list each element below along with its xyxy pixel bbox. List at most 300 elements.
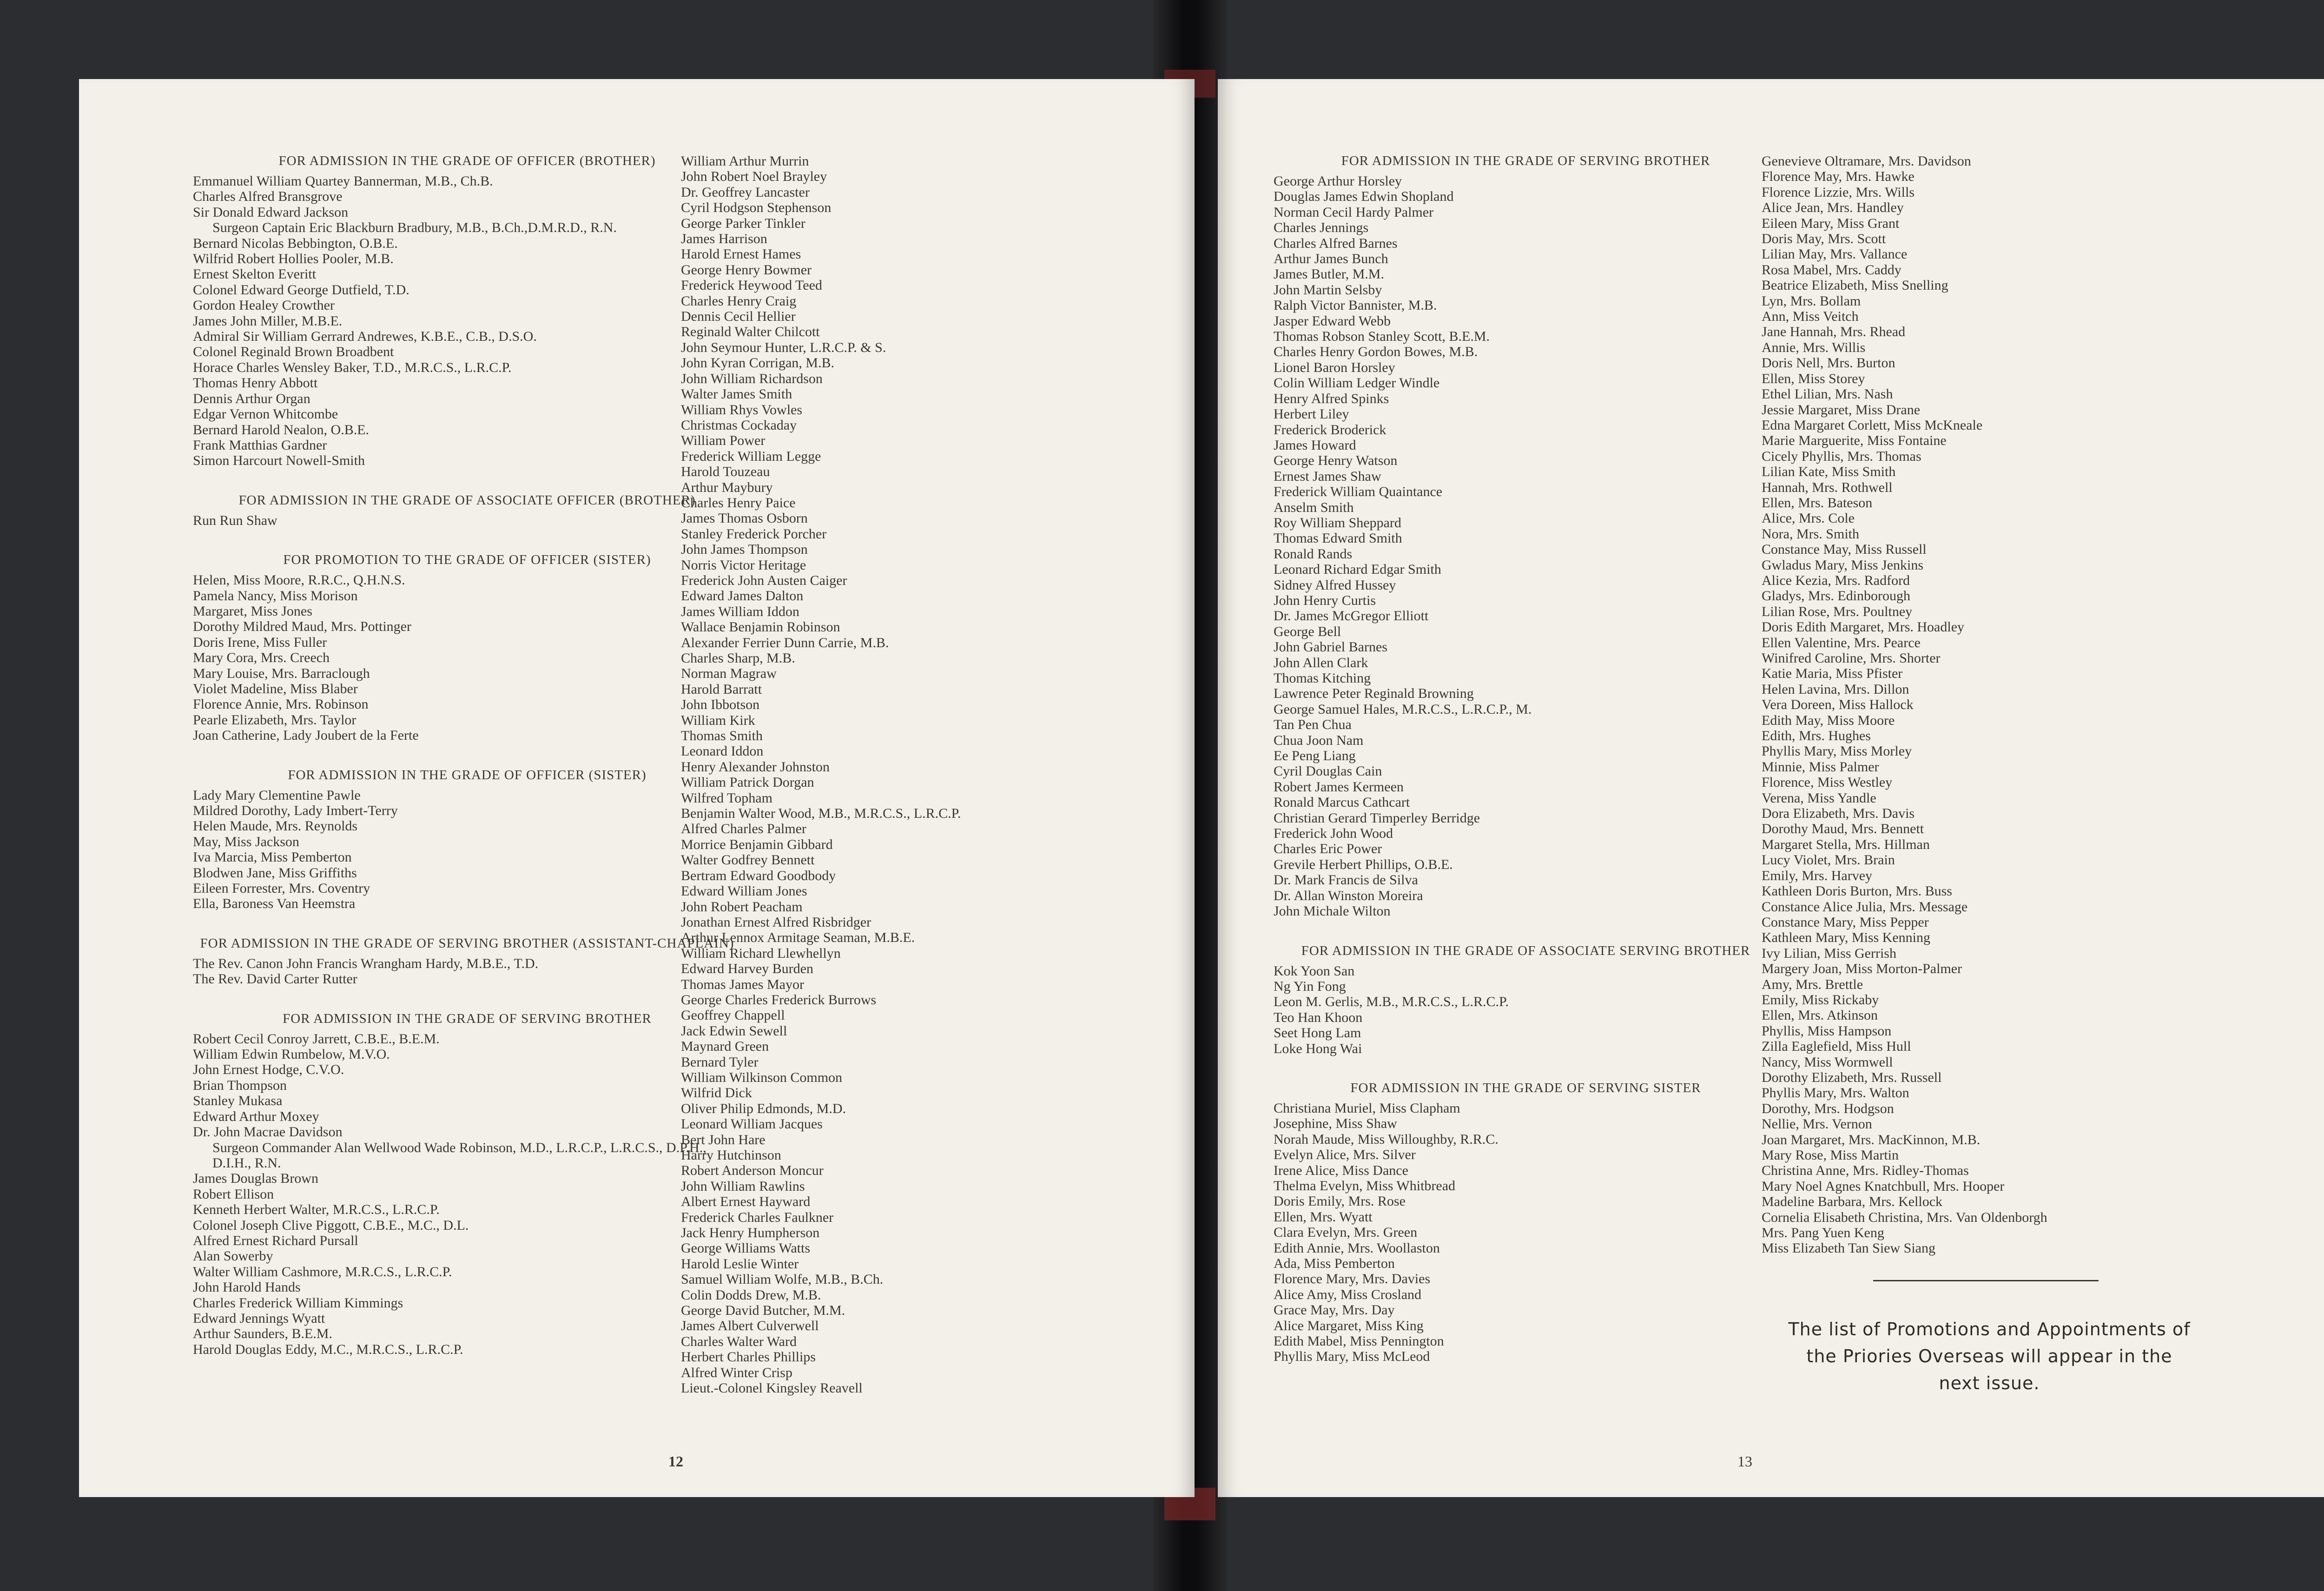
list-item: James Douglas Brown [193, 1171, 318, 1187]
list-item: The Rev. David Carter Rutter [193, 971, 357, 987]
list-item: Madeline Barbara, Mrs. Kellock [1762, 1194, 1943, 1210]
list-item: Phyllis Mary, Mrs. Walton [1762, 1085, 1909, 1101]
left-column-1 [193, 153, 741, 1357]
list-item: Mary Noel Agnes Knatchbull, Mrs. Hooper [1762, 1178, 2005, 1194]
list-item: Florence May, Mrs. Hawke [1762, 169, 1915, 185]
list-item: Kenneth Herbert Walter, M.R.C.S., L.R.C.P. [193, 1202, 440, 1218]
list-item: Harold Barratt [681, 681, 762, 697]
list-item: Charles Henry Gordon Bowes, M.B. [1274, 344, 1478, 360]
list-item: Douglas James Edwin Shopland [1274, 189, 1454, 205]
list-item: Jane Hannah, Mrs. Rhead [1762, 324, 1906, 340]
list-item: Robert Anderson Moncur [681, 1163, 824, 1179]
list-item: Ethel Lilian, Mrs. Nash [1762, 386, 1893, 402]
list-item: George Charles Frederick Burrows [681, 992, 877, 1008]
list-item: William Rhys Vowles [681, 402, 803, 418]
list-item: Zilla Eaglefield, Miss Hull [1762, 1039, 1911, 1054]
list-item: Blodwen Jane, Miss Griffiths [193, 865, 357, 881]
list-item: Doris Edith Margaret, Mrs. Hoadley [1762, 619, 1965, 635]
list-item: Colonel Edward George Dutfield, T.D. [193, 282, 409, 298]
list-item: Bernard Harold Nealon, O.B.E. [193, 422, 370, 438]
list-item: Frederick John Austen Caiger [681, 572, 847, 588]
list-item: Christina Anne, Mrs. Ridley-Thomas [1762, 1163, 1969, 1179]
list-item: John Kyran Corrigan, M.B. [681, 355, 834, 371]
list-item: Ralph Victor Bannister, M.B. [1274, 298, 1437, 313]
list-item: Ellen, Miss Storey [1762, 371, 1865, 386]
list-item: Hannah, Mrs. Rothwell [1762, 479, 1893, 495]
list-item: Iva Marcia, Miss Pemberton [193, 849, 352, 865]
list-item: Genevieve Oltramare, Mrs. Davidson [1762, 153, 1971, 169]
list-item: Edith May, Miss Moore [1762, 712, 1895, 728]
list-item: Edward Harvey Burden [681, 961, 813, 977]
list-item: William Power [681, 433, 766, 449]
list-item: Wilfrid Dick [681, 1085, 752, 1101]
list-item: Reginald Walter Chilcott [681, 324, 820, 340]
list-item: Eileen Forrester, Mrs. Coventry [193, 881, 370, 896]
list-item: Lilian May, Mrs. Vallance [1762, 246, 1908, 262]
list-item: Lilian Kate, Miss Smith [1762, 464, 1896, 480]
list-item: Thelma Evelyn, Miss Whitbread [1274, 1178, 1456, 1193]
list-item: Edward Jennings Wyatt [193, 1310, 325, 1326]
list-item: Walter William Cashmore, M.R.C.S., L.R.C.P. [193, 1264, 452, 1279]
list-item: Minnie, Miss Palmer [1762, 759, 1879, 775]
list-item: John Ibbotson [681, 697, 760, 713]
list-item: Lucy Violet, Mrs. Brain [1762, 852, 1895, 868]
list-item: Dennis Arthur Organ [193, 391, 310, 406]
list-item: Stanley Frederick Porcher [681, 526, 827, 542]
list-item: Dr. Mark Francis de Silva [1274, 872, 1418, 888]
list-item: Wilfred Topham [681, 790, 772, 806]
list-item: John Seymour Hunter, L.R.C.P. & S. [681, 339, 886, 355]
list-item: Ronald Marcus Cathcart [1274, 795, 1410, 810]
list-item: Edith, Mrs. Hughes [1762, 728, 1871, 744]
list-item: Ann, Miss Veitch [1762, 309, 1859, 325]
list-item: John Ernest Hodge, C.V.O. [193, 1062, 344, 1078]
list-item: Harold Ernest Hames [681, 246, 801, 262]
list-item: Thomas Edward Smith [1274, 530, 1402, 546]
list-item: Bernard Nicolas Bebbington, O.B.E. [193, 235, 398, 251]
list-item: Joan Margaret, Mrs. MacKinnon, M.B. [1762, 1132, 1981, 1147]
list-item: Frank Matthias Gardner [193, 437, 327, 453]
list-item: Wallace Benjamin Robinson [681, 619, 840, 635]
list-item: Alice, Mrs. Cole [1762, 510, 1855, 526]
list-item: James Thomas Osborn [681, 510, 808, 526]
list-item: George Henry Watson [1274, 453, 1398, 469]
list-item: John James Thompson [681, 542, 808, 557]
list-item: Charles Frederick William Kimmings [193, 1295, 403, 1311]
list-item: Grace May, Mrs. Day [1274, 1302, 1395, 1318]
list-item: Christiana Muriel, Miss Clapham [1274, 1100, 1460, 1116]
list-item: Margaret, Miss Jones [193, 603, 312, 619]
list-item: Dr. John Macrae Davidson [193, 1124, 343, 1140]
list-item: John Harold Hands [193, 1279, 301, 1295]
list-item: Robert James Kermeen [1274, 779, 1404, 795]
list-item: Constance May, Miss Russell [1762, 542, 1927, 557]
list-item: Alfred Charles Palmer [681, 821, 806, 837]
list-item: Frederick John Wood [1274, 826, 1393, 842]
list-item: Thomas Robson Stanley Scott, B.E.M. [1274, 329, 1490, 345]
list-item: Jasper Edward Webb [1274, 313, 1391, 329]
list-item: Colonel Reginald Brown Broadbent [193, 344, 394, 360]
list-item: Bernard Tyler [681, 1054, 759, 1070]
list-item: Admiral Sir William Gerrard Andrewes, K.B.E., C.B., D.S.O. [193, 329, 537, 345]
list-item: James Butler, M.M. [1274, 266, 1384, 282]
list-item: Vera Doreen, Miss Hallock [1762, 697, 1914, 713]
list-item: Jessie Margaret, Miss Drane [1762, 402, 1921, 418]
list-item: Christian Gerard Timperley Berridge [1274, 810, 1480, 826]
list-item: Arthur Saunders, B.E.M. [193, 1326, 332, 1342]
list-item: Frederick William Quaintance [1274, 484, 1443, 500]
list-item: Dr. Geoffrey Lancaster [681, 184, 810, 200]
list-item: James Howard [1274, 437, 1356, 453]
list-item: Lilian Rose, Mrs. Poultney [1762, 603, 1913, 619]
list-item: Charles Walter Ward [681, 1333, 797, 1349]
list-item: Bert John Hare [681, 1132, 766, 1147]
list-item: Charles Jennings [1274, 220, 1369, 236]
page-13 [1218, 79, 2324, 1497]
list-item: Mary Rose, Miss Martin [1762, 1147, 1899, 1163]
list-item: Colin William Ledger Windle [1274, 375, 1440, 391]
list-item: Florence Lizzie, Mrs. Wills [1762, 184, 1915, 200]
overseas-notice: The list of Promotions and Appointments of the Priories Overseas will appear in the next issue. [1788, 1319, 2191, 1393]
list-item: Ernest Skelton Everitt [193, 266, 316, 282]
list-item: Alice Kezia, Mrs. Radford [1762, 572, 1910, 588]
list-item: Leonard Iddon [681, 743, 764, 759]
list-item: Thomas James Mayor [681, 976, 804, 992]
list-item: Walter Godfrey Bennett [681, 852, 815, 868]
list-item: Ellen Valentine, Mrs. Pearce [1762, 635, 1921, 650]
list-item: Thomas Smith [681, 728, 763, 744]
list-item: Brian Thompson [193, 1077, 287, 1093]
list-item: Charles Henry Paice [681, 495, 796, 510]
list-item: Ada, Miss Pemberton [1274, 1256, 1395, 1271]
list-item: Pamela Nancy, Miss Morison [193, 588, 358, 603]
list-item: Alexander Ferrier Dunn Carrie, M.B. [681, 635, 889, 650]
page-number-left: 12 [668, 1453, 683, 1470]
list-item: Roy William Sheppard [1274, 515, 1401, 530]
list-item: George Samuel Hales, M.R.C.S., L.R.C.P., M. [1274, 701, 1532, 717]
list-item: Doris Emily, Mrs. Rose [1274, 1193, 1406, 1209]
list-item: George Williams Watts [681, 1240, 811, 1256]
list-item: Charles Eric Power [1274, 841, 1382, 857]
section-heading: FOR ADMISSION IN THE GRADE OF SERVING SISTER [1350, 1080, 1701, 1095]
list-item: Norman Cecil Hardy Palmer [1274, 204, 1434, 220]
list-item: Wilfrid Robert Hollies Pooler, M.B. [193, 251, 394, 267]
list-item: Marie Marguerite, Miss Fontaine [1762, 433, 1947, 449]
list-item: Dennis Cecil Hellier [681, 309, 796, 325]
list-item: Surgeon Captain Eric Blackburn Bradbury, M.B., B.Ch.,D.M.R.D., R.N. [212, 220, 617, 236]
list-item: Clara Evelyn, Mrs. Green [1274, 1225, 1418, 1240]
list-item: Colin Dodds Drew, M.B. [681, 1287, 821, 1303]
list-item: Alice Amy, Miss Crosland [1274, 1286, 1422, 1302]
list-item: Chua Joon Nam [1274, 732, 1364, 748]
list-item: Margaret Stella, Mrs. Hillman [1762, 836, 1930, 852]
list-item: Annie, Mrs. Willis [1762, 339, 1866, 355]
list-item: Jonathan Ernest Alfred Risbridger [681, 914, 872, 930]
list-item: Doris Nell, Mrs. Burton [1762, 355, 1895, 371]
list-item: Ee Peng Liang [1274, 748, 1356, 764]
list-item: William Arthur Murrin [681, 153, 809, 169]
list-item: Dr. Allan Winston Moreira [1274, 888, 1423, 903]
list-item: Bertram Edward Goodbody [681, 868, 836, 883]
list-item: John Gabriel Barnes [1274, 639, 1387, 655]
list-item: Kathleen Mary, Miss Kenning [1762, 930, 1930, 946]
list-item: Cyril Hodgson Stephenson [681, 200, 832, 216]
list-item: Edward Arthur Moxey [193, 1108, 319, 1124]
list-item: Anselm Smith [1274, 499, 1354, 515]
list-item: The Rev. Canon John Francis Wrangham Hardy, M.B.E., T.D. [193, 955, 539, 971]
list-item: Phyllis Mary, Miss McLeod [1274, 1349, 1430, 1365]
list-item: Simon Harcourt Nowell-Smith [193, 453, 365, 469]
section-heading: FOR PROMOTION TO THE GRADE OF OFFICER (SISTER) [283, 552, 651, 568]
notice-divider [1873, 1280, 2099, 1281]
section-heading: FOR ADMISSION IN THE GRADE OF OFFICER (SISTER) [288, 767, 647, 782]
list-item: Surgeon Commander Alan Wellwood Wade Robinson, M.D., L.R.C.P., L.R.C.S., D.P.H., D.I.H., R.N. [212, 1140, 706, 1171]
list-item: Morrice Benjamin Gibbard [681, 836, 833, 852]
list-item: Charles Alfred Bransgrove [193, 189, 343, 205]
right-column-1 [1274, 153, 1778, 1365]
list-item: Christmas Cockaday [681, 417, 797, 433]
list-item: Teo Han Khoon [1274, 1009, 1363, 1025]
list-item: Mary Louise, Mrs. Barraclough [193, 665, 370, 681]
list-item: Florence, Miss Westley [1762, 775, 1893, 790]
list-item: Ella, Baroness Van Heemstra [193, 896, 356, 912]
list-item: Thomas Henry Abbott [193, 375, 318, 391]
list-item: Lawrence Peter Reginald Browning [1274, 686, 1474, 702]
list-item: Charles Alfred Barnes [1274, 235, 1398, 251]
list-item: Ronald Rands [1274, 546, 1353, 562]
list-item: Edgar Vernon Whitcombe [193, 406, 338, 422]
list-item: Dorothy Elizabeth, Mrs. Russell [1762, 1069, 1942, 1085]
list-item: Gwladus Mary, Miss Jenkins [1762, 557, 1924, 573]
list-item: Arthur James Bunch [1274, 251, 1388, 267]
list-item: Stanley Mukasa [193, 1093, 283, 1109]
section-heading: FOR ADMISSION IN THE GRADE OF ASSOCIATE SERVING BROTHER [1301, 943, 1750, 958]
list-item: Violet Madeline, Miss Blaber [193, 681, 358, 696]
section-heading: FOR ADMISSION IN THE GRADE OF ASSOCIATE OFFICER (BROTHER) [238, 492, 696, 508]
list-item: Dora Elizabeth, Mrs. Davis [1762, 806, 1915, 822]
list-item: William Kirk [681, 712, 755, 728]
list-item: Evelyn Alice, Mrs. Silver [1274, 1147, 1416, 1163]
list-item: Grevile Herbert Phillips, O.B.E. [1274, 856, 1453, 872]
list-item: William Richard Llewhellyn [681, 945, 841, 961]
list-item: Tan Pen Chua [1274, 717, 1352, 733]
list-item: James Albert Culverwell [681, 1318, 819, 1334]
list-item: George Arthur Horsley [1274, 173, 1402, 189]
list-item: Frederick William Legge [681, 448, 821, 464]
list-item: Norah Maude, Miss Willoughby, R.R.C. [1274, 1131, 1499, 1147]
list-item: James John Miller, M.B.E. [193, 313, 343, 329]
list-item: William Patrick Dorgan [681, 775, 814, 790]
list-item: Arthur Maybury [681, 479, 773, 495]
list-item: Arthur Lennox Armitage Seaman, M.B.E. [681, 930, 915, 946]
list-item: Frederick Heywood Teed [681, 278, 822, 293]
list-item: Sidney Alfred Hussey [1274, 577, 1396, 593]
list-item: Rosa Mabel, Mrs. Caddy [1762, 262, 1901, 278]
list-item: Herbert Charles Phillips [681, 1349, 816, 1365]
list-item: Dorothy Maud, Mrs. Bennett [1762, 821, 1924, 837]
list-item: Beatrice Elizabeth, Miss Snelling [1762, 278, 1948, 293]
list-item: Leonard William Jacques [681, 1116, 823, 1132]
list-item: Jack Edwin Sewell [681, 1023, 787, 1039]
list-item: Nancy, Miss Wormwell [1762, 1054, 1893, 1070]
list-item: Emily, Mrs. Harvey [1762, 868, 1873, 883]
list-item: Cornelia Elisabeth Christina, Mrs. Van Oldenborgh [1762, 1209, 2047, 1225]
list-item: William Edwin Rumbelow, M.V.O. [193, 1047, 390, 1062]
list-item: Dr. James McGregor Elliott [1274, 608, 1429, 624]
list-item: Josephine, Miss Shaw [1274, 1116, 1397, 1132]
list-item: Kok Yoon San [1274, 963, 1355, 979]
list-item: Florence Mary, Mrs. Davies [1274, 1271, 1431, 1287]
list-item: James Harrison [681, 231, 767, 247]
list-item: Amy, Mrs. Brettle [1762, 976, 1863, 992]
list-item: Ivy Lilian, Miss Gerrish [1762, 945, 1896, 961]
list-item: Jack Henry Humpherson [681, 1225, 820, 1241]
list-item: John Michale Wilton [1274, 903, 1391, 919]
list-item: Ellen, Mrs. Atkinson [1762, 1008, 1878, 1023]
list-item: Ellen, Mrs. Bateson [1762, 495, 1873, 510]
list-item: Ellen, Mrs. Wyatt [1274, 1209, 1373, 1225]
list-item: Harry Hutchinson [681, 1147, 781, 1163]
list-item: John Allen Clark [1274, 655, 1368, 670]
list-item: Charles Sharp, M.B. [681, 650, 795, 666]
list-item: Alice Jean, Mrs. Handley [1762, 200, 1904, 216]
section-heading: FOR ADMISSION IN THE GRADE OF OFFICER (BROTHER) [278, 153, 656, 168]
list-item: John Robert Noel Brayley [681, 169, 827, 185]
list-item: Norman Magraw [681, 666, 777, 682]
page-12 [79, 79, 1195, 1497]
section-heading: FOR ADMISSION IN THE GRADE OF SERVING BROTHER (ASSISTANT-CHAPLAIN) [200, 935, 734, 951]
list-item: John William Richardson [681, 371, 823, 386]
list-item: Frederick Broderick [1274, 422, 1386, 438]
list-item: Nellie, Mrs. Vernon [1762, 1116, 1872, 1132]
list-item: George Parker Tinkler [681, 215, 805, 231]
list-item: Edith Mabel, Miss Pennington [1274, 1333, 1444, 1349]
list-item: Henry Alexander Johnston [681, 759, 830, 775]
list-item: Harold Leslie Winter [681, 1256, 799, 1272]
list-item: Dorothy, Mrs. Hodgson [1762, 1100, 1894, 1116]
list-item: Winifred Caroline, Mrs. Shorter [1762, 650, 1941, 666]
list-item: John Robert Peacham [681, 899, 803, 915]
list-item: Maynard Green [681, 1039, 769, 1054]
list-item: Harold Douglas Eddy, M.C., M.R.C.S., L.R.C.P. [193, 1341, 463, 1357]
list-item: Alfred Winter Crisp [681, 1365, 792, 1380]
list-item: Alice Margaret, Miss King [1274, 1318, 1424, 1333]
list-item: Gladys, Mrs. Edinborough [1762, 588, 1910, 604]
list-item: Mildred Dorothy, Lady Imbert-Terry [193, 803, 398, 818]
list-item: Lady Mary Clementine Pawle [193, 787, 361, 803]
list-item: Loke Hong Wai [1274, 1041, 1362, 1056]
left-column-2 [681, 153, 1122, 1396]
list-item: Albert Ernest Hayward [681, 1194, 811, 1210]
list-item: Cyril Douglas Cain [1274, 763, 1382, 779]
list-item: Doris Irene, Miss Fuller [193, 634, 327, 650]
list-item: Leonard Richard Edgar Smith [1274, 562, 1441, 577]
list-item: Samuel William Wolfe, M.B., B.Ch. [681, 1272, 884, 1287]
list-item: Lyn, Mrs. Bollam [1762, 293, 1861, 309]
list-item: Mary Cora, Mrs. Creech [193, 650, 330, 666]
list-item: Mrs. Pang Yuen Keng [1762, 1225, 1884, 1241]
list-item: Helen Lavina, Mrs. Dillon [1762, 681, 1909, 697]
list-item: Robert Cecil Conroy Jarrett, C.B.E., B.E.M. [193, 1031, 440, 1047]
list-item: Gordon Healey Crowther [193, 298, 335, 313]
list-item: Pearle Elizabeth, Mrs. Taylor [193, 712, 357, 728]
list-item: Joan Catherine, Lady Joubert de la Ferte [193, 728, 419, 743]
list-item: Emily, Miss Rickaby [1762, 992, 1879, 1008]
list-item: Verena, Miss Yandle [1762, 790, 1876, 806]
list-item: Sir Donald Edward Jackson [193, 204, 349, 220]
list-item: Oliver Philip Edmonds, M.D. [681, 1100, 846, 1116]
list-item: Phyllis Mary, Miss Morley [1762, 743, 1912, 759]
list-item: Geoffrey Chappell [681, 1008, 785, 1023]
list-item: Herbert Liley [1274, 406, 1349, 422]
list-item: Harold Touzeau [681, 464, 770, 480]
section-heading: FOR ADMISSION IN THE GRADE OF SERVING BROTHER [283, 1011, 652, 1026]
list-item: Phyllis, Miss Hampson [1762, 1023, 1892, 1039]
list-item: William Wilkinson Common [681, 1069, 843, 1085]
list-item: Alfred Ernest Richard Pursall [193, 1233, 358, 1248]
list-item: Helen, Miss Moore, R.R.C., Q.H.N.S. [193, 572, 405, 588]
list-item: Henry Alfred Spinks [1274, 391, 1389, 406]
list-item: Edith Annie, Mrs. Woollaston [1274, 1240, 1440, 1256]
list-item: Lionel Baron Horsley [1274, 359, 1395, 375]
list-item: Dorothy Mildred Maud, Mrs. Pottinger [193, 619, 411, 635]
list-item: George Bell [1274, 623, 1341, 639]
list-item: Run Run Shaw [193, 512, 277, 528]
list-item: John William Rawlins [681, 1178, 805, 1194]
list-item: Charles Henry Craig [681, 293, 797, 309]
list-item: Edward William Jones [681, 883, 807, 899]
list-item: May, Miss Jackson [193, 834, 299, 849]
right-column-2 [1762, 153, 2226, 1256]
list-item: Irene Alice, Miss Dance [1274, 1162, 1408, 1178]
list-item: Miss Elizabeth Tan Siew Siang [1762, 1240, 1935, 1256]
list-item: Kathleen Doris Burton, Mrs. Buss [1762, 883, 1952, 899]
list-item: James William Iddon [681, 603, 799, 619]
list-item: George David Butcher, M.M. [681, 1303, 845, 1319]
list-item: Walter James Smith [681, 386, 792, 402]
list-item: Seet Hong Lam [1274, 1025, 1361, 1041]
list-item: Helen Maude, Mrs. Reynolds [193, 818, 358, 834]
list-item: Lieut.-Colonel Kingsley Reavell [681, 1380, 863, 1396]
list-item: Emmanuel William Quartey Bannerman, M.B., Ch.B. [193, 173, 493, 189]
list-item: Leon M. Gerlis, M.B., M.R.C.S., L.R.C.P. [1274, 994, 1509, 1010]
list-item: Horace Charles Wensley Baker, T.D., M.R.C.S., L.R.C.P. [193, 359, 512, 375]
list-item: John Henry Curtis [1274, 592, 1376, 608]
list-item: Edward James Dalton [681, 588, 804, 604]
list-item: Alan Sowerby [193, 1248, 273, 1264]
list-item: Edna Margaret Corlett, Miss McKneale [1762, 417, 1983, 433]
list-item: Margery Joan, Miss Morton-Palmer [1762, 961, 1962, 977]
list-item: Norris Victor Heritage [681, 557, 806, 573]
section-heading: FOR ADMISSION IN THE GRADE OF SERVING BROTHER [1341, 153, 1710, 168]
list-item: Frederick Charles Faulkner [681, 1209, 834, 1225]
list-item: Benjamin Walter Wood, M.B., M.R.C.S., L.R.C.P. [681, 806, 961, 822]
list-item: Thomas Kitching [1274, 670, 1371, 686]
list-item: Ng Yin Fong [1274, 978, 1346, 994]
list-item: Cicely Phyllis, Mrs. Thomas [1762, 448, 1921, 464]
list-item: John Martin Selsby [1274, 282, 1382, 298]
list-item: George Henry Bowmer [681, 262, 812, 278]
list-item: Constance Mary, Miss Pepper [1762, 914, 1929, 930]
list-item: Colonel Joseph Clive Piggott, C.B.E., M.C., D.L. [193, 1217, 469, 1233]
list-item: Nora, Mrs. Smith [1762, 526, 1859, 542]
list-item: Constance Alice Julia, Mrs. Message [1762, 899, 1968, 915]
list-item: Robert Ellison [193, 1186, 274, 1202]
list-item: Katie Maria, Miss Pfister [1762, 666, 1903, 682]
list-item: Ernest James Shaw [1274, 468, 1381, 484]
list-item: Doris May, Mrs. Scott [1762, 231, 1886, 247]
list-item: Florence Annie, Mrs. Robinson [193, 696, 369, 712]
